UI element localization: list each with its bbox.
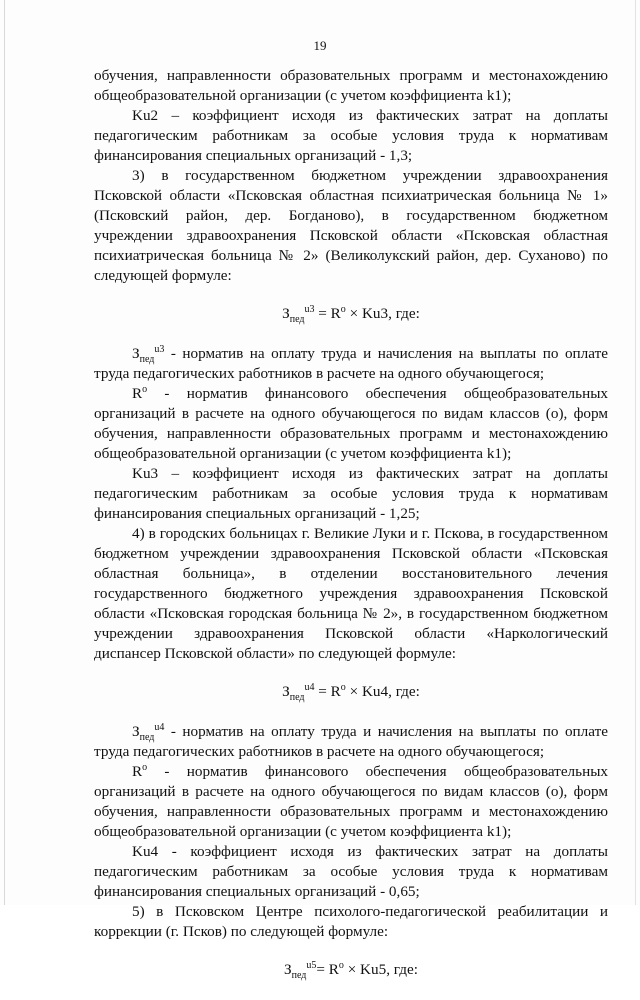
- subscript-text: пед: [139, 732, 155, 744]
- text-run: обучения, направленности образовательных программ и местонахождению общеобразовательной организации (с учетом коэффициента k1);: [94, 67, 608, 104]
- paragraph: [94, 842, 608, 902]
- text-run: = R: [316, 961, 339, 978]
- text-run: З: [132, 723, 140, 740]
- paragraph: [94, 106, 608, 166]
- text-run: - норматив на оплату труда и начисления на выплаты по оплате труда педагогических работников в расчете на одного обучающегося;: [94, 345, 608, 382]
- superscript-text: o: [338, 959, 344, 971]
- text-run: = R: [314, 305, 341, 322]
- text-run: З: [284, 961, 292, 978]
- paragraph: [94, 66, 608, 106]
- text-run: × Ku3, где:: [345, 305, 420, 322]
- text-run: З: [282, 305, 290, 322]
- superscript-text: o: [142, 383, 148, 395]
- superscript-text: u5: [306, 959, 317, 971]
- text-run: Ku2 – коэффициент исходя из фактических затрат на доплаты педагогическим работникам за особые условия труда к нормативам финансирования специальных организаций - 1,3;: [94, 107, 608, 164]
- superscript-text: u4: [304, 681, 315, 693]
- text-run: R: [132, 763, 143, 780]
- text-run: З: [282, 683, 290, 700]
- superscript-text: o: [340, 681, 346, 693]
- page-number: 19: [313, 38, 327, 53]
- text-run: - норматив финансового обеспечения общеобразовательных организаций в расчете на одного обучающегося по видам классов (о), форм обучения, направленности образовательных программ и местонахождению общеобразовательной организации (с учетом коэффициента k1);: [94, 763, 608, 840]
- paragraph: [94, 344, 608, 384]
- text-run: = R: [314, 683, 341, 700]
- text-run: - норматив на оплату труда и начисления на выплаты по оплате труда педагогических работников в расчете на одного обучающегося;: [94, 723, 608, 760]
- text-run: 4) в городских больницах г. Великие Луки и г. Пскова, в государственном бюджетном учреждении здравоохранения Псковской области «Псковская областная больница», в отделении восстановительного лечения государственного бюджетного учреждения здравоохранения Псковской области «Псковская городская больница № 2», в государственном бюджетном учреждении здравоохранения Псковской области «Наркологический диспансер Псковской области» по следующей формуле:: [94, 525, 608, 662]
- text-run: З: [132, 345, 140, 362]
- text-run: R: [132, 385, 143, 402]
- subscript-text: пед: [289, 692, 305, 704]
- paragraph: [94, 464, 608, 524]
- superscript-text: u3: [154, 343, 165, 355]
- paragraph: [94, 902, 608, 942]
- text-run: Ku3 – коэффициент исходя из фактических затрат на доплаты педагогическим работникам за особые условия труда к нормативам финансирования специальных организаций - 1,25;: [94, 465, 608, 522]
- text-run: 3) в государственном бюджетном учреждении здравоохранения Псковской области «Псковская областная психиатрическая больница № 1» (Псковский район, дер. Богданово), в государственном бюджетном учреждении здравоохранения Псковской области «Псковская областная психиатрическая больница № 2» (Великолукский район, дер. Суханово) по следующей формуле:: [94, 167, 608, 284]
- scan-edge-right: [635, 0, 636, 905]
- subscript-text: пед: [139, 354, 155, 366]
- paragraph: [94, 524, 608, 664]
- superscript-text: u3: [304, 303, 315, 315]
- formula: [94, 304, 608, 324]
- scan-edge-left: [4, 0, 5, 905]
- superscript-text: o: [142, 761, 148, 773]
- text-run: 5) в Псковском Центре психолого-педагогической реабилитации и коррекции (г. Псков) по следующей формуле:: [94, 903, 608, 940]
- paragraph: [94, 762, 608, 842]
- paragraph: [94, 166, 608, 286]
- subscript-text: пед: [291, 970, 307, 982]
- superscript-text: o: [340, 303, 346, 315]
- formula: [94, 960, 608, 980]
- document-body: [94, 66, 608, 1000]
- text-run: - норматив финансового обеспечения общеобразовательных организаций в расчете на одного обучающегося по видам классов (о), форм обучения, направленности образовательных программ и местонахождению общеобразовательной организации (с учетом коэффициента k1);: [94, 385, 608, 462]
- text-run: × Ku4, где:: [345, 683, 420, 700]
- text-run: × Ku5, где:: [343, 961, 418, 978]
- paragraph: [94, 384, 608, 464]
- subscript-text: пед: [289, 314, 305, 326]
- text-run: Ku4 - коэффициент исходя из фактических затрат на доплаты педагогическим работникам за особые условия труда к нормативам финансирования специальных организаций - 0,65;: [94, 843, 608, 900]
- paragraph: [94, 722, 608, 762]
- formula: [94, 682, 608, 702]
- superscript-text: u4: [154, 721, 165, 733]
